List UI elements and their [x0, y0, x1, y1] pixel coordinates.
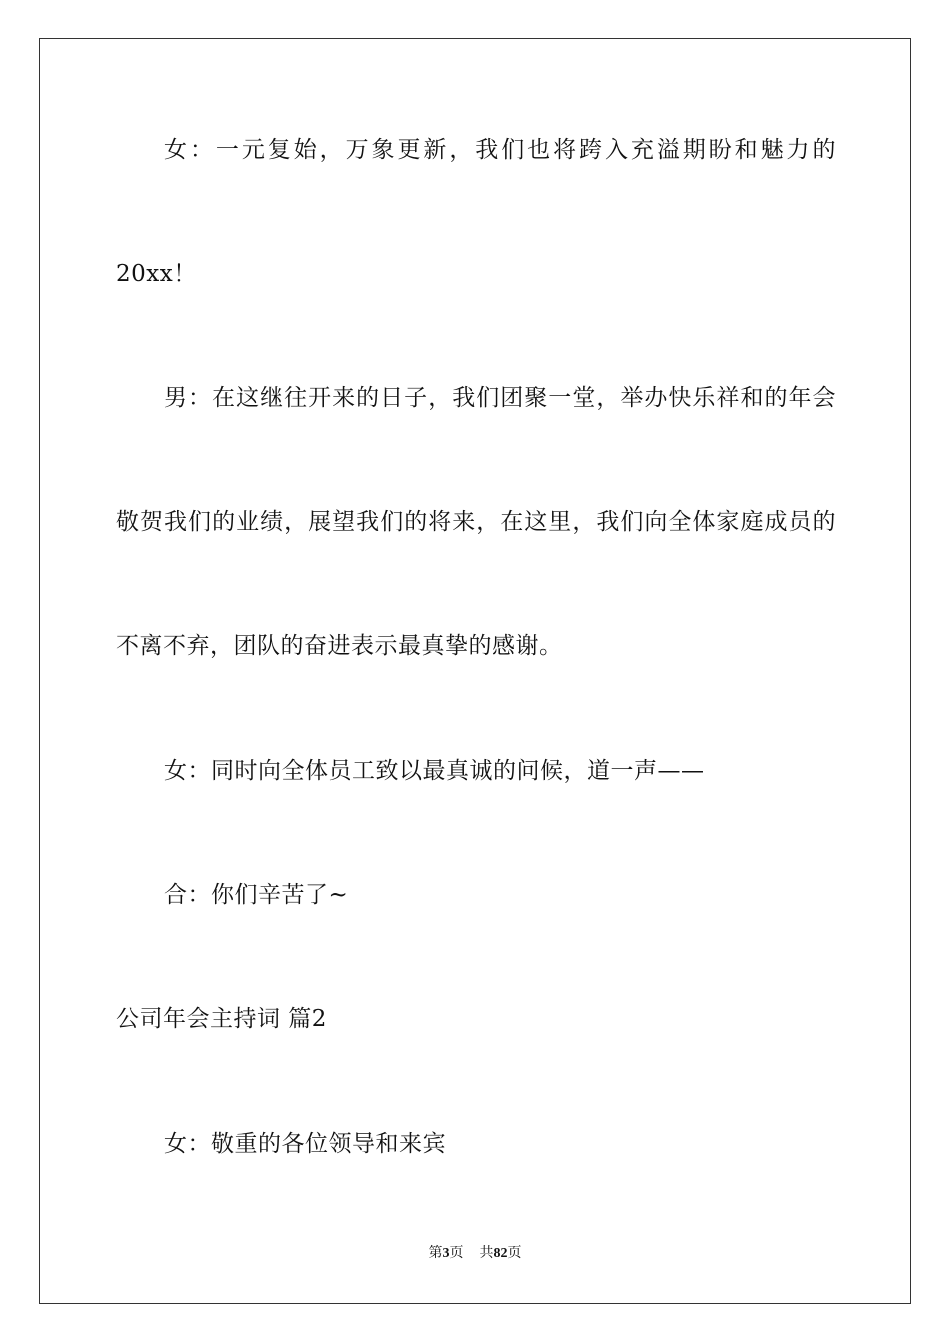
page-suffix: 页 [449, 1246, 464, 1261]
page-footer [0, 1245, 950, 1263]
paragraph-line: 女：同时向全体员工致以最真诚的问候，道一声—— [164, 758, 705, 784]
page-border [39, 38, 911, 1304]
page-number: 3 [442, 1246, 450, 1261]
total-prefix: 共 [479, 1246, 494, 1261]
total-pages: 82 [493, 1246, 508, 1261]
paragraph-line: 20xx！ [116, 261, 197, 287]
paragraph-line: 女：一元复始，万象更新，我们也将跨入充溢期盼和魅力的 [164, 137, 836, 163]
paragraph-line: 不离不弃，团队的奋进表示最真挚的感谢。 [116, 633, 563, 659]
paragraph-line: 女：敬重的各位领导和来宾 [164, 1131, 446, 1157]
paragraph-line: 敬贺我们的业绩，展望我们的将来，在这里，我们向全体家庭成员的 [116, 509, 836, 535]
page-prefix: 第 [428, 1246, 443, 1261]
paragraph-line: 合：你们辛苦了~ [164, 882, 349, 908]
paragraph-line: 男：在这继往开来的日子，我们团聚一堂，举办快乐祥和的年会 [164, 385, 836, 411]
total-suffix: 页 [507, 1246, 522, 1261]
section-heading: 公司年会主持词 篇2 [116, 1006, 327, 1032]
